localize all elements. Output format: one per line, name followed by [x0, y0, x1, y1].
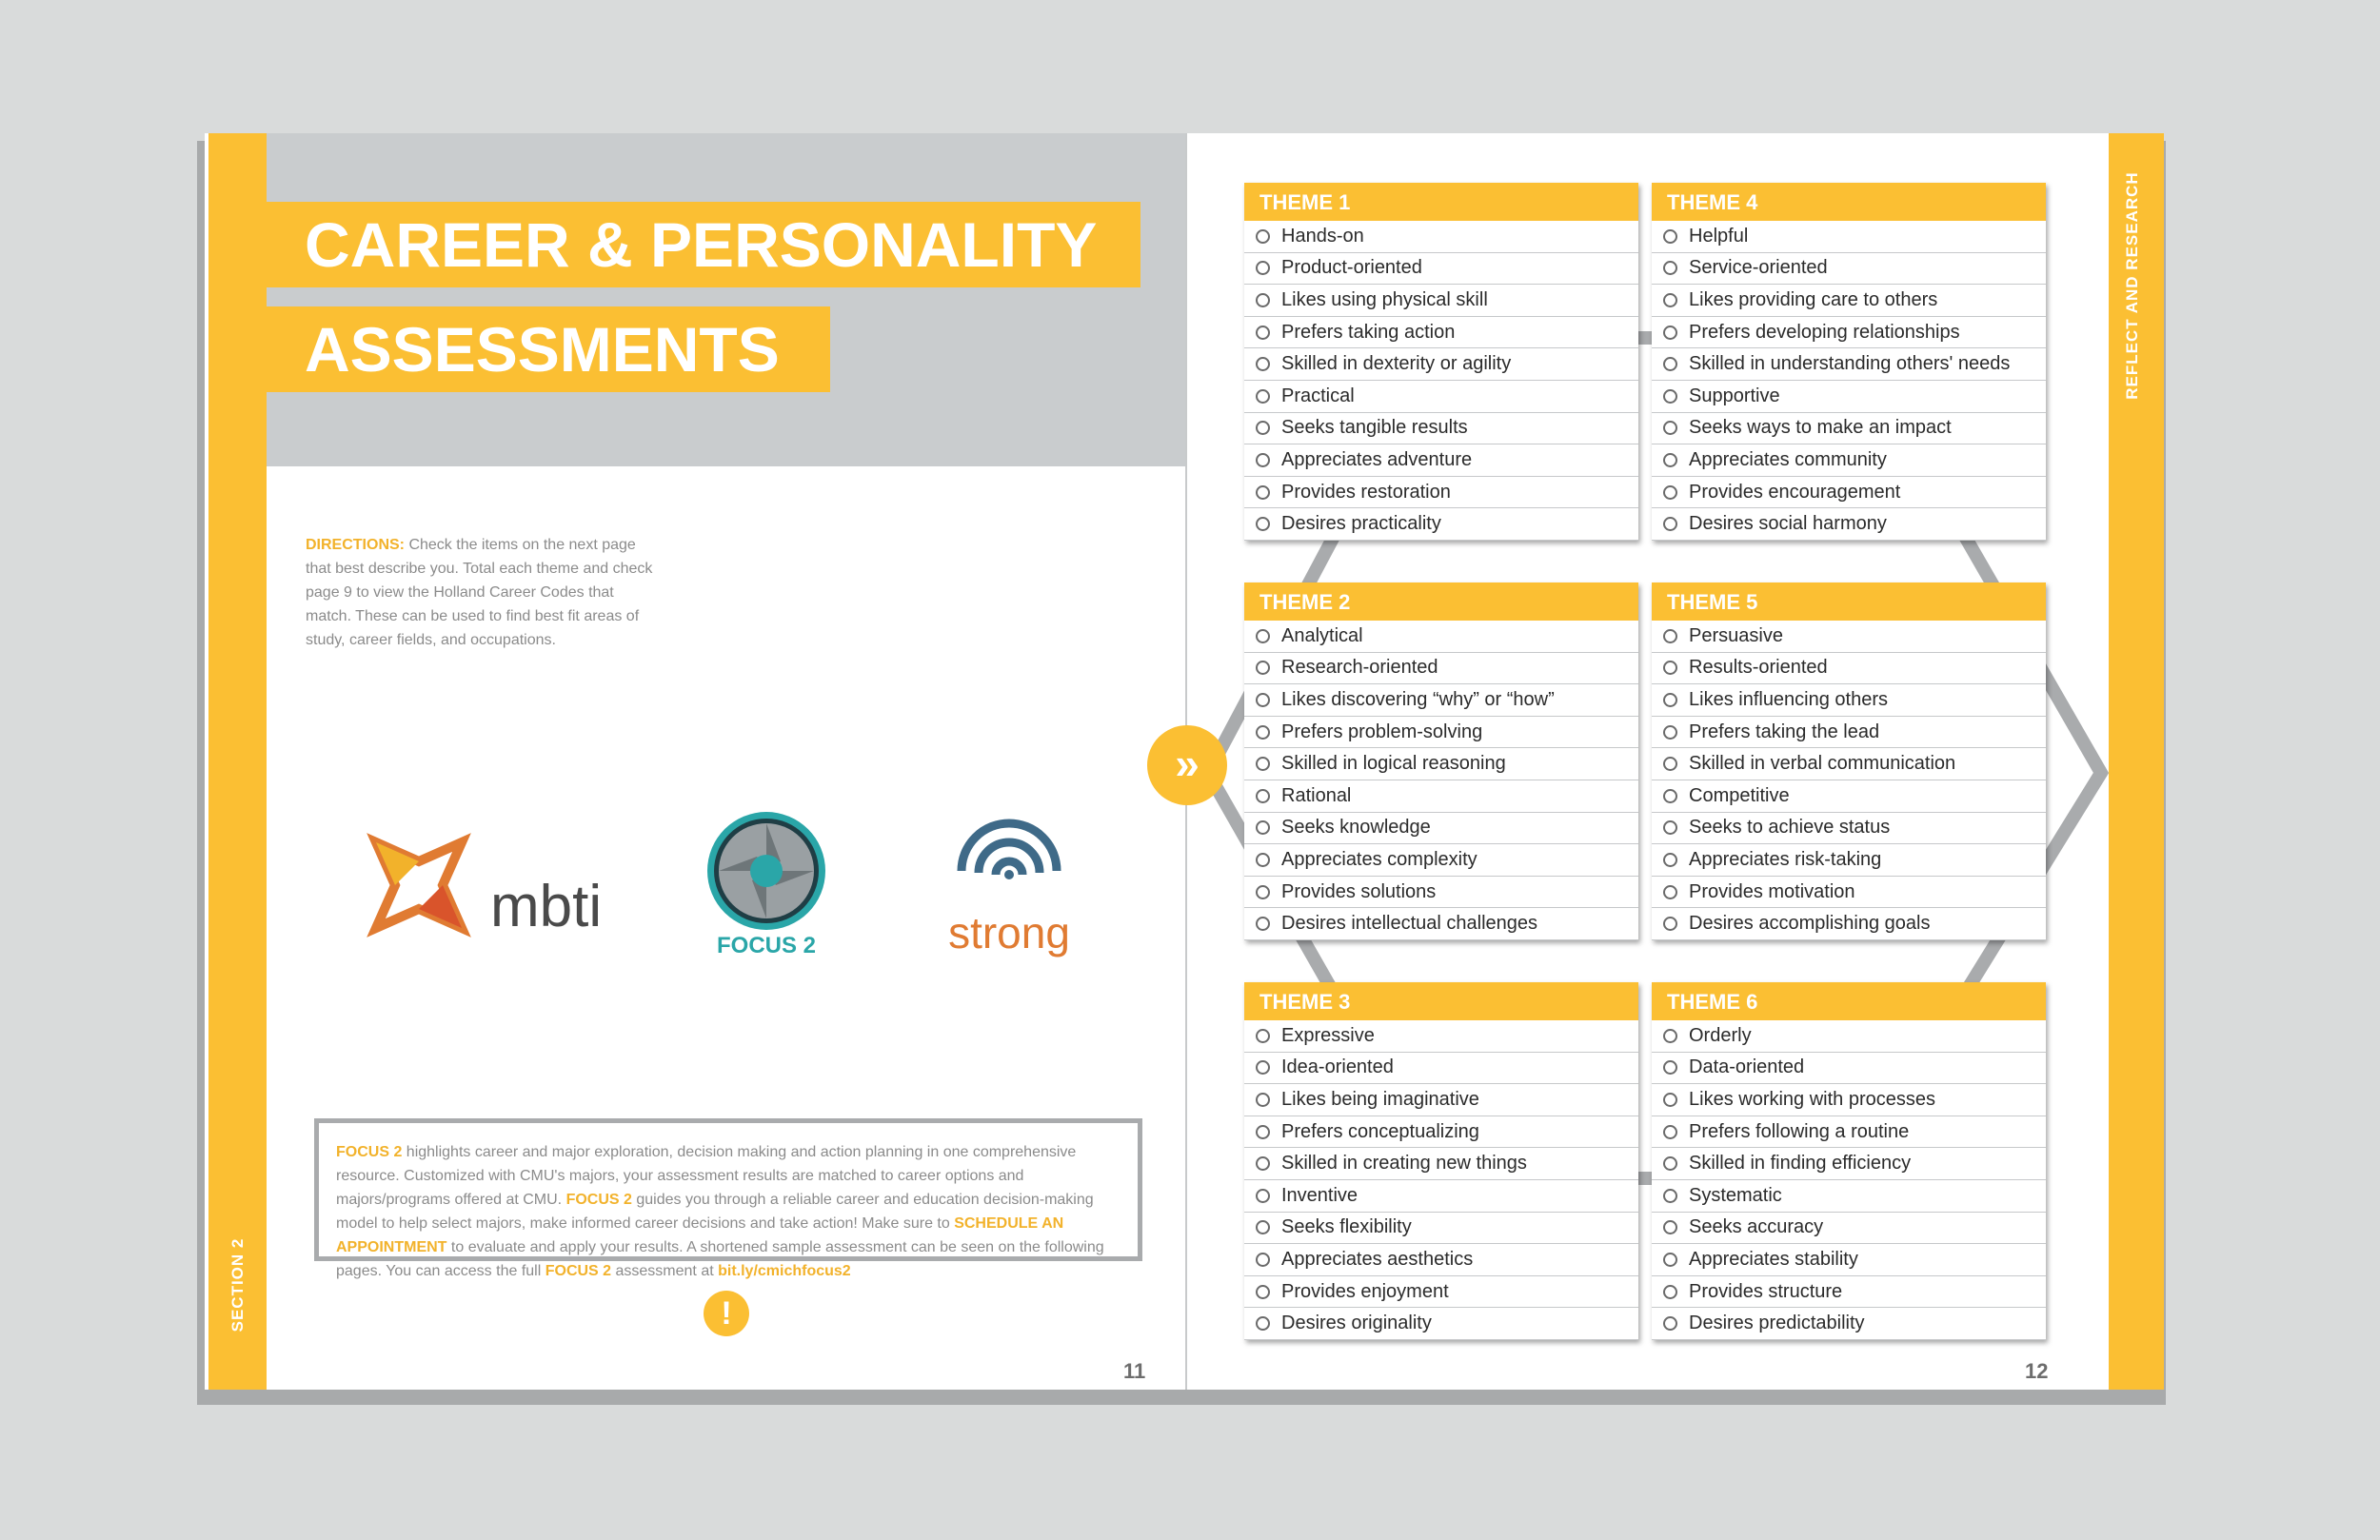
checkbox-icon[interactable]	[1663, 629, 1677, 643]
schedule-appointment-link[interactable]: SCHEDULE AN APPOINTMENT	[336, 1215, 1064, 1255]
checklist-item[interactable]	[1652, 477, 2046, 509]
checklist-label: Persuasive	[1689, 624, 1783, 646]
theme-checklist	[1244, 621, 1638, 940]
checklist-label: Supportive	[1689, 385, 1780, 406]
checklist-item[interactable]	[1244, 908, 1638, 940]
checklist-item[interactable]	[1652, 413, 2046, 445]
checklist-item[interactable]	[1652, 813, 2046, 845]
page-number: 11	[1123, 1359, 1146, 1383]
checklist-item[interactable]	[1244, 1180, 1638, 1213]
checkbox-icon[interactable]	[1256, 917, 1270, 931]
strong-spiral-icon	[942, 814, 1076, 909]
checkbox-icon[interactable]	[1663, 357, 1677, 371]
focus2-url-link[interactable]: bit.ly/cmichfocus2	[718, 1263, 851, 1279]
checklist-item[interactable]	[1652, 253, 2046, 286]
checkbox-icon[interactable]	[1256, 517, 1270, 531]
checklist-item[interactable]	[1244, 381, 1638, 413]
checklist-item[interactable]	[1244, 444, 1638, 477]
checkbox-icon[interactable]	[1663, 293, 1677, 307]
checkbox-icon[interactable]	[1663, 820, 1677, 835]
checkbox-icon[interactable]	[1663, 661, 1677, 675]
page-title-line-2: ASSESSMENTS	[267, 306, 830, 392]
checkbox-icon[interactable]	[1256, 357, 1270, 371]
checklist-item[interactable]	[1652, 684, 2046, 717]
checklist-label: Desires practicality	[1281, 513, 1441, 535]
theme-checklist	[1652, 621, 2046, 940]
checklist-label: Idea-oriented	[1281, 1056, 1394, 1078]
checklist-label: Seeks flexibility	[1281, 1216, 1412, 1238]
focus2-text: guides you through a reliable career and education decision-making model to help select majors, make informed career decisions and take action! Make sure to	[336, 1192, 1094, 1232]
checklist-item[interactable]	[1652, 1308, 2046, 1340]
checklist-label: Provides enjoyment	[1281, 1280, 1449, 1302]
checklist-label: Desires social harmony	[1689, 513, 1887, 535]
strong-wordmark: strong	[948, 908, 1070, 958]
checklist-item[interactable]	[1244, 221, 1638, 253]
checklist-label: Skilled in dexterity or agility	[1281, 353, 1512, 375]
focus2-description	[336, 1140, 1126, 1283]
checkbox-icon[interactable]	[1663, 326, 1677, 340]
checkbox-icon[interactable]	[1256, 661, 1270, 675]
checklist-label: Seeks ways to make an impact	[1689, 417, 1952, 439]
checkbox-icon[interactable]	[1663, 389, 1677, 404]
theme-title: THEME 5	[1652, 582, 2046, 621]
focus2-aperture-icon	[704, 809, 828, 933]
checklist-item[interactable]	[1652, 653, 2046, 685]
checklist-item[interactable]	[1652, 1148, 2046, 1180]
checklist-item[interactable]	[1244, 1244, 1638, 1276]
checklist-label: Product-oriented	[1281, 257, 1422, 279]
section-band	[208, 133, 267, 1390]
checklist-item[interactable]	[1244, 653, 1638, 685]
checklist-label: Likes working with processes	[1689, 1088, 1935, 1110]
checklist-item[interactable]	[1244, 813, 1638, 845]
checklist-label: Service-oriented	[1689, 257, 1828, 279]
page-number: 12	[2025, 1359, 2049, 1383]
checklist-label: Appreciates community	[1689, 448, 1887, 470]
checkbox-icon[interactable]	[1663, 693, 1677, 707]
checklist-item[interactable]	[1244, 477, 1638, 509]
checkbox-icon[interactable]	[1256, 1093, 1270, 1107]
checklist-label: Seeks accuracy	[1689, 1216, 1824, 1238]
checklist-label: Likes being imaginative	[1281, 1088, 1479, 1110]
checklist-item[interactable]	[1244, 253, 1638, 286]
checklist-label: Skilled in finding efficiency	[1689, 1153, 1912, 1175]
checklist-label: Expressive	[1281, 1024, 1375, 1046]
checklist-label: Prefers conceptualizing	[1281, 1120, 1479, 1142]
checklist-item[interactable]	[1244, 780, 1638, 813]
checkbox-icon[interactable]	[1256, 1285, 1270, 1299]
directions-text	[306, 533, 658, 652]
checklist-item[interactable]	[1244, 1213, 1638, 1245]
checkbox-icon[interactable]	[1663, 453, 1677, 467]
checklist-item[interactable]	[1244, 508, 1638, 541]
checklist-label: Desires accomplishing goals	[1689, 913, 1931, 935]
checklist-item[interactable]	[1652, 1213, 2046, 1245]
mbti-star-icon	[367, 833, 471, 938]
checkbox-icon[interactable]	[1256, 293, 1270, 307]
checkbox-icon[interactable]	[1256, 693, 1270, 707]
checkbox-icon[interactable]	[1256, 229, 1270, 244]
checklist-label: Practical	[1281, 385, 1355, 406]
checklist-label: Desires predictability	[1689, 1313, 1865, 1334]
checklist-label: Seeks tangible results	[1281, 417, 1468, 439]
checklist-item[interactable]	[1244, 1084, 1638, 1116]
focus2-text: to evaluate and apply your results. A shortened sample assessment can be seen on the following pages. You can access the full	[336, 1239, 1104, 1279]
checklist-item[interactable]	[1244, 748, 1638, 780]
checkbox-icon[interactable]	[1256, 629, 1270, 643]
checklist-item[interactable]	[1244, 844, 1638, 877]
theme-title: THEME 6	[1652, 982, 2046, 1020]
checklist-item[interactable]	[1652, 348, 2046, 381]
checklist-label: Likes discovering “why” or “how”	[1281, 688, 1555, 710]
checklist-label: Seeks to achieve status	[1689, 817, 1891, 839]
checklist-item[interactable]	[1244, 1020, 1638, 1053]
checkbox-icon[interactable]	[1663, 1093, 1677, 1107]
theme-card	[1652, 183, 2046, 541]
focus2-brand: FOCUS 2	[565, 1192, 632, 1208]
checklist-label: Skilled in logical reasoning	[1281, 753, 1506, 775]
theme-card	[1652, 982, 2046, 1340]
checklist-label: Helpful	[1689, 225, 1749, 247]
section-label: SECTION 2	[228, 1237, 247, 1333]
page-title-line-1: CAREER & PERSONALITY	[267, 202, 1140, 287]
checklist-label: Results-oriented	[1689, 657, 1828, 679]
focus2-brand: FOCUS 2	[336, 1144, 403, 1160]
checklist-label: Skilled in understanding others' needs	[1689, 353, 2011, 375]
checkbox-icon[interactable]	[1256, 1156, 1270, 1171]
checkbox-icon[interactable]	[1256, 261, 1270, 275]
mbti-wordmark: mbti	[490, 874, 603, 939]
checklist-label: Seeks knowledge	[1281, 817, 1431, 839]
checklist-item[interactable]	[1244, 317, 1638, 349]
checklist-item[interactable]	[1652, 1116, 2046, 1149]
checklist-label: Provides solutions	[1281, 880, 1437, 902]
checklist-item[interactable]	[1244, 413, 1638, 445]
checklist-label: Prefers developing relationships	[1689, 321, 1960, 343]
checklist-item[interactable]	[1244, 348, 1638, 381]
checkbox-icon[interactable]	[1256, 389, 1270, 404]
checkbox-icon[interactable]	[1256, 820, 1270, 835]
checkbox-icon[interactable]	[1663, 261, 1677, 275]
checkbox-icon[interactable]	[1663, 1060, 1677, 1075]
checklist-label: Skilled in verbal communication	[1689, 753, 1956, 775]
checkbox-icon[interactable]	[1663, 885, 1677, 899]
checklist-label: Appreciates risk-taking	[1689, 848, 1882, 870]
checkbox-icon[interactable]	[1256, 485, 1270, 500]
checklist-label: Rational	[1281, 784, 1352, 806]
header-background	[267, 133, 1187, 466]
checklist-item[interactable]	[1244, 684, 1638, 717]
checklist-item[interactable]	[1652, 780, 2046, 813]
checklist-label: Desires intellectual challenges	[1281, 913, 1538, 935]
theme-title: THEME 4	[1652, 183, 2046, 221]
checkbox-icon[interactable]	[1256, 853, 1270, 867]
checklist-label: Provides structure	[1689, 1280, 1843, 1302]
focus2-brand: FOCUS 2	[545, 1263, 612, 1279]
checklist-item[interactable]	[1652, 317, 2046, 349]
checklist-item[interactable]	[1244, 621, 1638, 653]
checkbox-icon[interactable]	[1256, 326, 1270, 340]
checkbox-icon[interactable]	[1256, 1189, 1270, 1203]
checklist-label: Competitive	[1689, 784, 1790, 806]
checkbox-icon[interactable]	[1663, 421, 1677, 435]
checkbox-icon[interactable]	[1256, 1060, 1270, 1075]
checkbox-icon[interactable]	[1256, 1220, 1270, 1234]
alert-icon: !	[704, 1291, 749, 1336]
checkbox-icon[interactable]	[1256, 757, 1270, 771]
checklist-label: Inventive	[1281, 1184, 1359, 1206]
checkbox-icon[interactable]	[1663, 725, 1677, 740]
focus2-wordmark: FOCUS 2	[716, 933, 816, 958]
checkbox-icon[interactable]	[1256, 421, 1270, 435]
checklist-item[interactable]	[1244, 717, 1638, 749]
checklist-label: Skilled in creating new things	[1281, 1153, 1527, 1175]
checklist-label: Provides restoration	[1281, 481, 1451, 503]
checklist-label: Appreciates stability	[1689, 1248, 1858, 1270]
checklist-item[interactable]	[1652, 877, 2046, 909]
checklist-item[interactable]	[1652, 508, 2046, 541]
arrow-icon: »	[1147, 725, 1227, 805]
theme-card	[1244, 982, 1638, 1340]
theme-checklist	[1652, 1020, 2046, 1340]
checkbox-icon[interactable]	[1256, 885, 1270, 899]
directions-body: Check the items on the next page that best describe you. Total each theme and check page 9 to view the Holland Career Codes that match. These can be used to find best fit areas of study, career fields, and occupations.	[306, 537, 653, 648]
checklist-label: Appreciates adventure	[1281, 448, 1473, 470]
checkbox-icon[interactable]	[1663, 1220, 1677, 1234]
checklist-label: Prefers following a routine	[1689, 1120, 1910, 1142]
checkbox-icon[interactable]	[1256, 453, 1270, 467]
checkbox-icon[interactable]	[1663, 517, 1677, 531]
checkbox-icon[interactable]	[1663, 1125, 1677, 1139]
focus2-text: assessment at	[611, 1263, 719, 1279]
checklist-item[interactable]	[1652, 1244, 2046, 1276]
checkbox-icon[interactable]	[1256, 1253, 1270, 1267]
checkbox-icon[interactable]	[1256, 725, 1270, 740]
checklist-item[interactable]	[1244, 1308, 1638, 1340]
checklist-label: Hands-on	[1281, 225, 1364, 247]
checklist-label: Appreciates aesthetics	[1281, 1248, 1474, 1270]
checkbox-icon[interactable]	[1663, 1156, 1677, 1171]
checklist-label: Provides motivation	[1689, 880, 1855, 902]
theme-checklist	[1652, 221, 2046, 541]
checklist-item[interactable]	[1652, 285, 2046, 317]
checklist-item[interactable]	[1652, 1053, 2046, 1085]
theme-checklist	[1244, 1020, 1638, 1340]
checkbox-icon[interactable]	[1663, 1189, 1677, 1203]
checklist-item[interactable]	[1244, 1148, 1638, 1180]
focus2-info-box	[314, 1118, 1142, 1279]
checklist-label: Likes using physical skill	[1281, 288, 1488, 310]
checklist-item[interactable]	[1244, 877, 1638, 909]
checkbox-icon[interactable]	[1663, 1316, 1677, 1331]
theme-card	[1244, 183, 1638, 541]
checkbox-icon[interactable]	[1663, 789, 1677, 803]
checklist-label: Prefers problem-solving	[1281, 721, 1483, 742]
checklist-item[interactable]	[1652, 1084, 2046, 1116]
checkbox-icon[interactable]	[1256, 1029, 1270, 1043]
checklist-label: Research-oriented	[1281, 657, 1438, 679]
checklist-item[interactable]	[1244, 1276, 1638, 1309]
theme-checklist	[1244, 221, 1638, 541]
checklist-label: Prefers taking the lead	[1689, 721, 1880, 742]
checklist-label: Desires originality	[1281, 1313, 1432, 1334]
checklist-item[interactable]	[1652, 1020, 2046, 1053]
strong-logo	[942, 814, 1095, 966]
checklist-label: Data-oriented	[1689, 1056, 1805, 1078]
checkbox-icon[interactable]	[1663, 917, 1677, 931]
checklist-item[interactable]	[1652, 717, 2046, 749]
theme-card	[1244, 582, 1638, 940]
theme-card	[1652, 582, 2046, 940]
checklist-item[interactable]	[1652, 748, 2046, 780]
focus2-text: highlights career and major exploration, decision making and action planning in one comprehensive resource. Customized with CMU's majors, your assessment results are matched to career options and majors/programs offered at CMU.	[336, 1144, 1077, 1208]
checklist-item[interactable]	[1652, 381, 2046, 413]
checkbox-icon[interactable]	[1256, 1316, 1270, 1331]
checkbox-icon[interactable]	[1663, 229, 1677, 244]
checkbox-icon[interactable]	[1663, 485, 1677, 500]
right-page	[1175, 133, 2164, 1390]
checkbox-icon[interactable]	[1663, 853, 1677, 867]
reflect-research-band	[2109, 133, 2164, 1390]
checklist-item[interactable]	[1652, 621, 2046, 653]
checklist-item[interactable]	[1652, 1276, 2046, 1309]
checklist-item[interactable]	[1652, 844, 2046, 877]
checklist-item[interactable]	[1244, 1116, 1638, 1149]
checklist-label: Likes influencing others	[1689, 688, 1889, 710]
reflect-research-label: REFLECT AND RESEARCH	[2123, 171, 2141, 400]
checkbox-icon[interactable]	[1256, 789, 1270, 803]
checklist-item[interactable]	[1244, 1053, 1638, 1085]
checklist-item[interactable]	[1652, 444, 2046, 477]
theme-title: THEME 3	[1244, 982, 1638, 1020]
focus2-logo	[704, 809, 838, 976]
checkbox-icon[interactable]	[1663, 757, 1677, 771]
checklist-item[interactable]	[1652, 1180, 2046, 1213]
checkbox-icon[interactable]	[1663, 1029, 1677, 1043]
checklist-label: Likes providing care to others	[1689, 288, 1938, 310]
checkbox-icon[interactable]	[1663, 1285, 1677, 1299]
checklist-label: Systematic	[1689, 1184, 1782, 1206]
directions-label: DIRECTIONS:	[306, 537, 405, 553]
theme-title: THEME 1	[1244, 183, 1638, 221]
checkbox-icon[interactable]	[1256, 1125, 1270, 1139]
mbti-logo	[367, 833, 633, 947]
checkbox-icon[interactable]	[1663, 1253, 1677, 1267]
theme-title: THEME 2	[1244, 582, 1638, 621]
checklist-label: Orderly	[1689, 1024, 1752, 1046]
checklist-item[interactable]	[1652, 908, 2046, 940]
checklist-item[interactable]	[1244, 285, 1638, 317]
checklist-label: Analytical	[1281, 624, 1363, 646]
checklist-label: Prefers taking action	[1281, 321, 1456, 343]
checklist-item[interactable]	[1652, 221, 2046, 253]
left-page	[205, 133, 1187, 1390]
checklist-label: Provides encouragement	[1689, 481, 1901, 503]
checklist-label: Appreciates complexity	[1281, 848, 1478, 870]
